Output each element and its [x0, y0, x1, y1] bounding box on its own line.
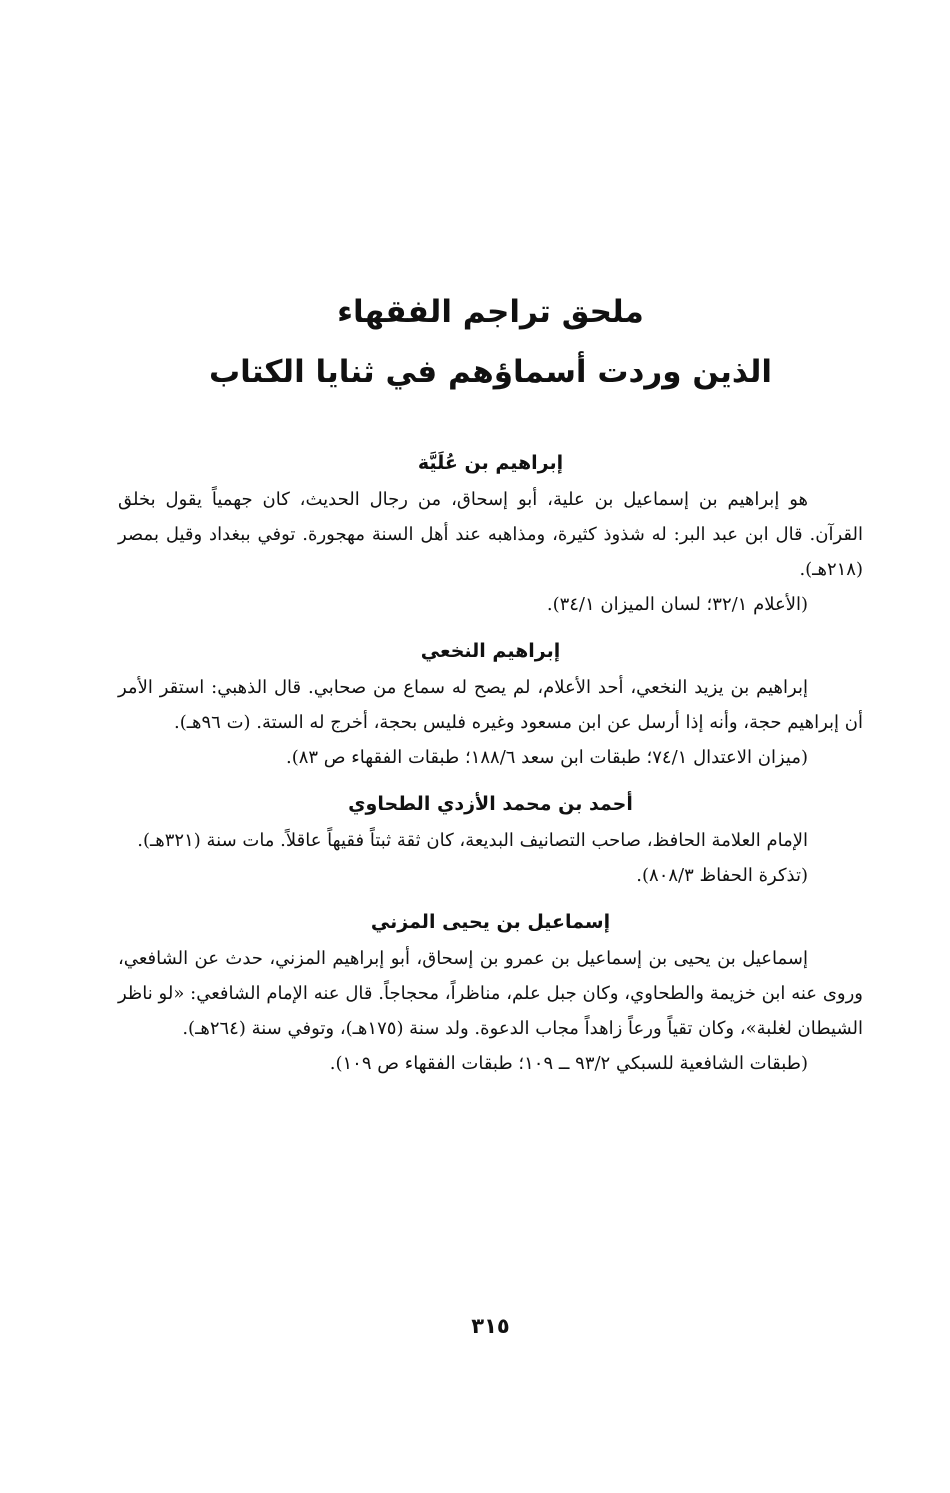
entry-text: إسماعيل بن يحيى بن إسماعيل بن عمرو بن إسحاق، أبو إبراهيم المزني، حدث عن الشافعي، وروى عنه ابن خزيمة والطحاوي، وكان جبل علم، مناظراً، محجاجاً. قال عنه الإمام الشافعي: «لو ناظر الشيطان لغلبة»، وكان تقياً ورعاً زاهداً مجاب الدعوة. ولد سنة (١٧٥هـ)، وتوفي سنة (٢٦٤هـ).	[118, 948, 863, 1039]
entry-heading: إبراهيم بن عُلَيَّة	[417, 452, 564, 474]
entry-ibrahim-nakhai	[118, 634, 863, 775]
book-page	[118, 0, 863, 1493]
entry-text: إبراهيم بن يزيد النخعي، أحد الأعلام، لم يصح له سماع من صحابي. قال الذهبي: استقر الأمر أن إبراهيم حجة، وأنه إذا أرسل عن ابن مسعود وغيره فليس بحجة، أخرج له الستة. (ت ٩٦هـ).	[118, 677, 863, 733]
title-line-2: الذين وردت أسماؤهم في ثنايا الكتاب	[208, 354, 773, 390]
entry-heading: إبراهيم النخعي	[420, 640, 561, 662]
entry-text: الإمام العلامة الحافظ، صاحب التصانيف البديعة، كان ثقة ثبتاً فقيهاً عاقلاً. مات سنة (٣٢١هـ).	[137, 830, 808, 851]
title-line-1: ملحق تراجم الفقهاء	[337, 294, 644, 330]
entry-source: (تذكرة الحفاظ ٨٠٨/٣).	[636, 865, 808, 886]
entry-ismail-muzani	[118, 905, 863, 1081]
entry-text: هو إبراهيم بن إسماعيل بن علية، أبو إسحاق، من رجال الحديث، كان جهمياً يقول بخلق القرآن. قال ابن عبد البر: له شذوذ كثيرة، ومذاهبه عند أهل السنة مهجورة. توفي ببغداد وقيل بمصر (٢١٨هـ).	[118, 489, 863, 580]
page-number: ٣١٥	[471, 1314, 510, 1338]
biography-entries	[118, 446, 863, 1093]
entry-source: (طبقات الشافعية للسبكي ٩٣/٢ ــ ١٠٩؛ طبقات الفقهاء ص ١٠٩).	[329, 1053, 808, 1074]
entry-ahmad-tahawi	[118, 787, 863, 893]
appendix-title	[118, 282, 863, 402]
entry-source: (ميزان الاعتدال ٧٤/١؛ طبقات ابن سعد ١٨٨/٦؛ طبقات الفقهاء ص ٨٣).	[285, 747, 808, 768]
entry-ibrahim-ibn-ulayya	[118, 446, 863, 622]
entry-source: (الأعلام ٣٢/١؛ لسان الميزان ٣٤/١).	[546, 594, 808, 615]
entry-heading: أحمد بن محمد الأزدي الطحاوي	[348, 793, 633, 815]
entry-heading: إسماعيل بن يحيى المزني	[370, 911, 611, 933]
